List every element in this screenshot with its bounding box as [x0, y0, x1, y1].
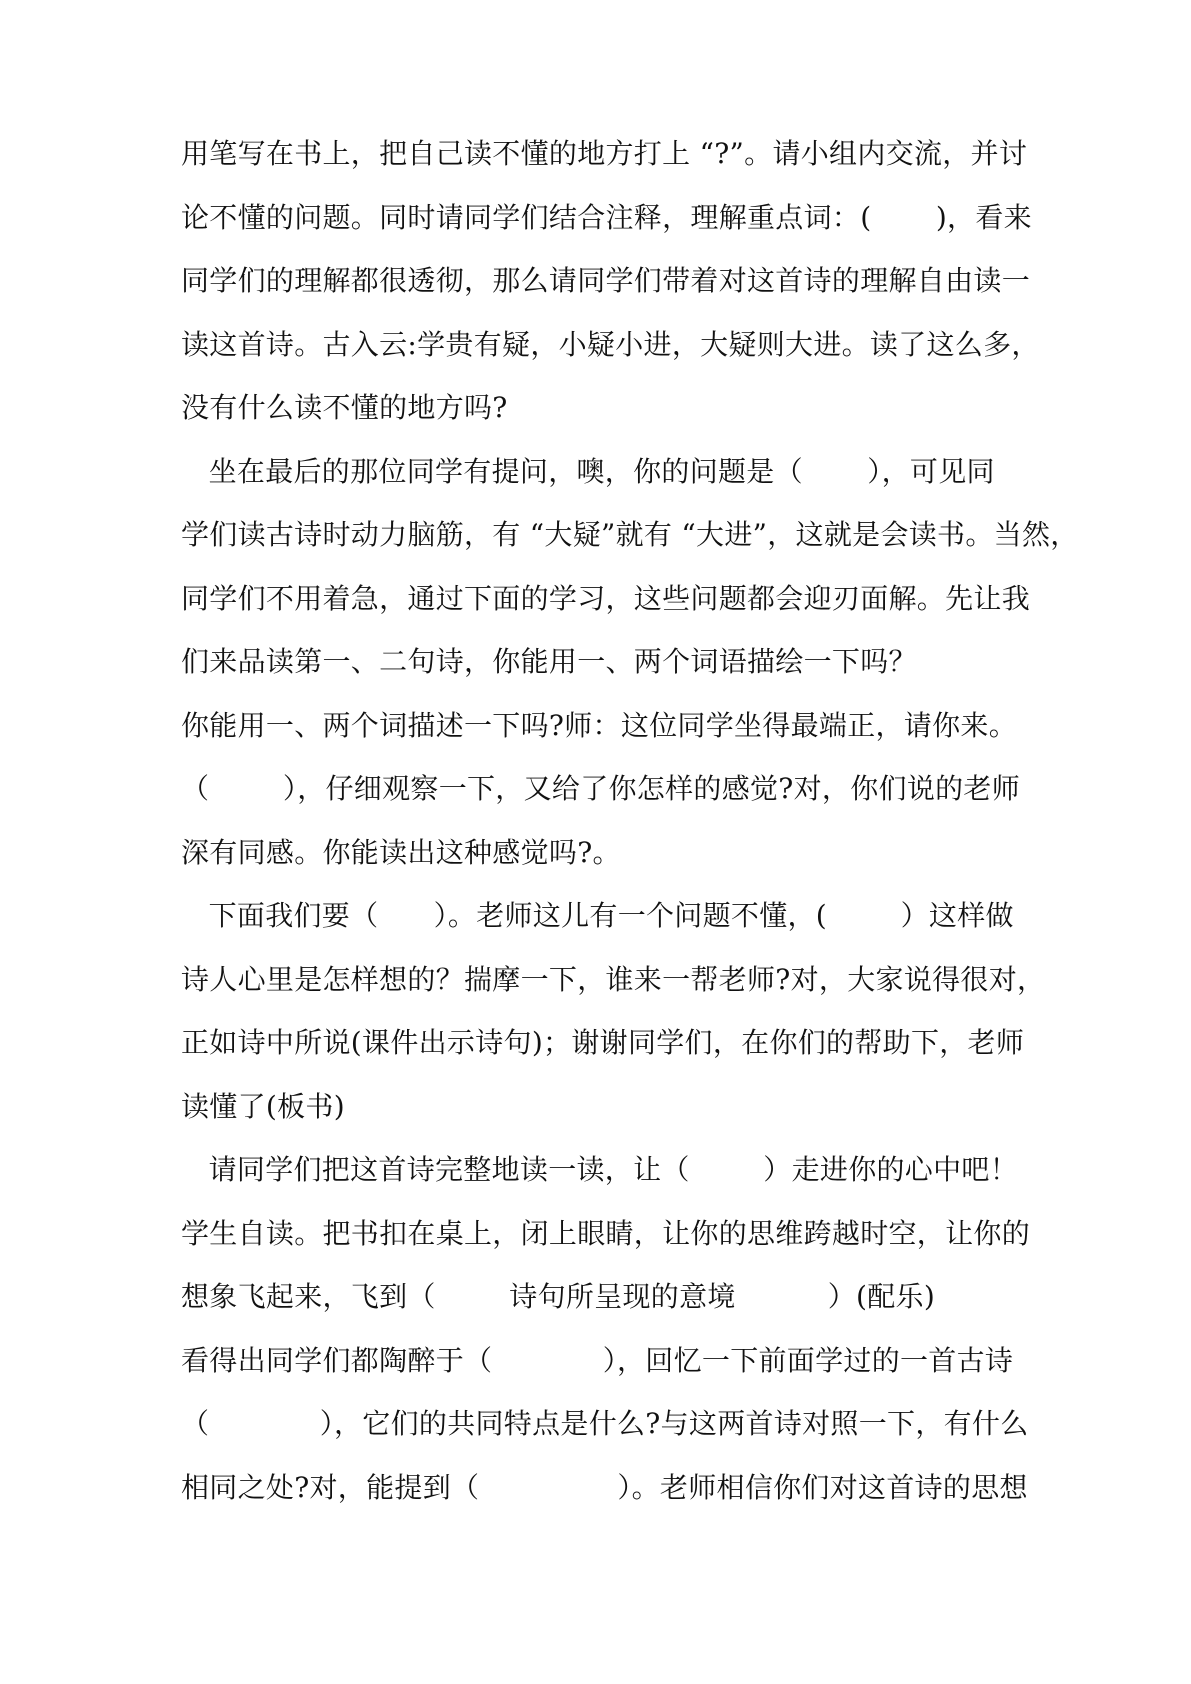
- text-line: 同学们的理解都很透彻，那么请同学们带着对这首诗的理解自由读一: [181, 264, 1031, 297]
- text-line: 请同学们把这首诗完整地读一读，让（ ）走进你的心中吧！: [181, 1153, 1019, 1186]
- text-line: 下面我们要（ ）。老师这儿有一个问题不懂，( ）这样做: [181, 899, 1014, 932]
- text-line: 没有什么读不懂的地方吗?: [181, 391, 508, 424]
- text-line: 论不懂的问题。同时请同学们结合注释，理解重点词：( )，看来: [181, 200, 1032, 234]
- text-line: 用笔写在书上，把自己读不懂的地方打上 “?”。请小组内交流，并讨: [181, 137, 1028, 170]
- text-line: 想象飞起来，飞到（ 诗句所呈现的意境 ）(配乐): [181, 1280, 936, 1313]
- text-line: 读这首诗。古入云:学贵有疑，小疑小进，大疑则大进。读了这么多，: [181, 327, 1040, 361]
- text-line: （ ），它们的共同特点是什么?与这两首诗对照一下，有什么: [181, 1407, 1029, 1440]
- document-body: [181, 122, 1079, 1519]
- text-line: 深有同感。你能读出这种感觉吗?。: [181, 835, 621, 869]
- text-line: （ ），仔细观察一下，又给了你怎样的感觉?对，你们说的老师: [181, 772, 1021, 805]
- text-line: 诗人心里是怎样想的？揣摩一下，谁来一帮老师?对，大家说得很对，: [181, 962, 1046, 996]
- text-line: 相同之处?对，能提到（ ）。老师相信你们对这首诗的思想: [181, 1470, 1028, 1504]
- text-line: 学生自读。把书扣在桌上，闭上眼睛，让你的思维跨越时空，让你的: [181, 1216, 1031, 1250]
- text-line: 看得出同学们都陶醉于（ ），回忆一下前面学过的一首古诗: [181, 1343, 1014, 1377]
- text-line: 正如诗中所说(课件出示诗句)；谢谢同学们，在你们的帮助下，老师: [181, 1026, 1025, 1059]
- text-line: 学们读古诗时动力脑筋，有 “大疑”就有 “大进”，这就是会读书。当然，: [181, 518, 1079, 551]
- text-line: 们来品读第一、二句诗，你能用一、两个词语描绘一下吗？: [181, 645, 917, 678]
- text-line: 读懂了(板书): [181, 1089, 345, 1123]
- text-line: 坐在最后的那位同学有提问，噢，你的问题是（ ），可见同: [181, 454, 995, 488]
- text-line: 同学们不用着急，通过下面的学习，这些问题都会迎刃面解。先让我: [181, 581, 1031, 615]
- text-line: 你能用一、两个词描述一下吗?师：这位同学坐得最端正，请你来。: [181, 708, 1018, 742]
